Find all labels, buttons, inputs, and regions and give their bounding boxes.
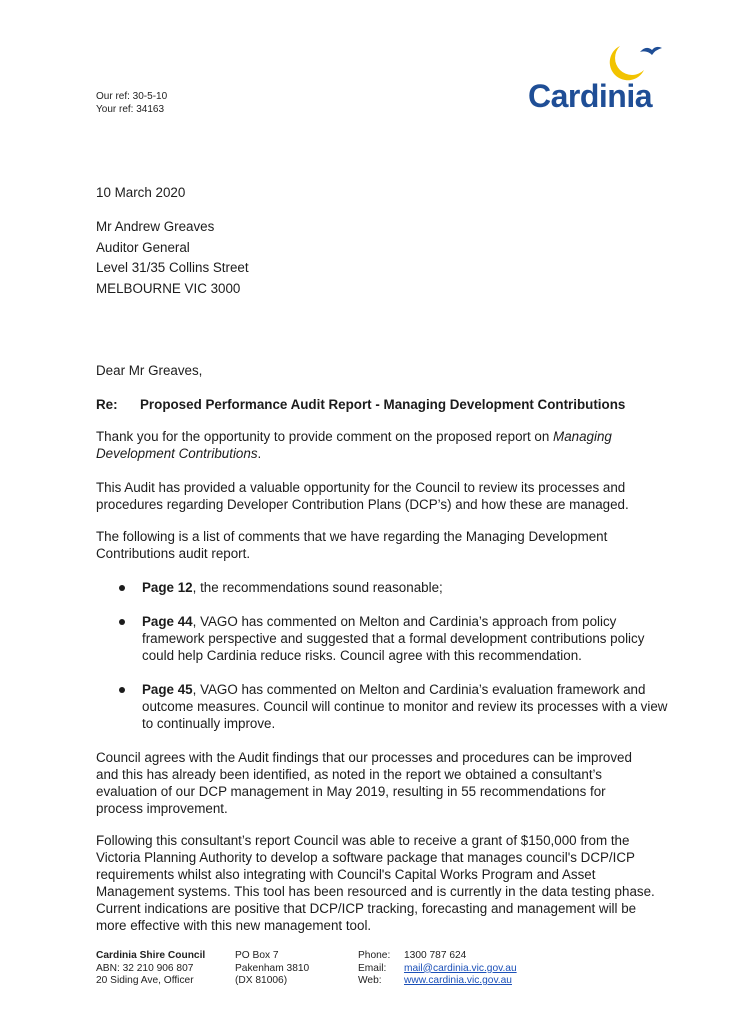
footer-phone: 1300 787 624 <box>404 950 467 961</box>
list-item <box>96 681 676 732</box>
our-ref: Our ref: 30-5-10 <box>96 91 168 102</box>
paragraph-grant: Following this consultant’s report Council was able to receive a grant of $150,000 from the Victoria Planning Authority to develop a software package that manages council's DCP/ICP requirements whilst also integrating with Council's Capital Works Program and Asset Management systems. This tool has been resourced and is currently in the data testing phase. Current indications are positive that DCP/ICP tracking, forecasting and management will be more effective with this new management tool. <box>96 833 655 933</box>
page-ref: Page 45 <box>142 682 193 697</box>
footer-phone-label: Phone: <box>358 950 391 961</box>
footer-suburb: Pakenham 3810 <box>235 962 310 974</box>
bullet-icon <box>119 585 125 591</box>
address-line: Level 31/35 Collins Street <box>96 260 249 275</box>
paragraph-intro <box>96 428 656 462</box>
email-link[interactable]: mail@cardinia.vic.gov.au <box>404 962 517 974</box>
paragraph-comments: The following is a list of comments that we have regarding the Managing Development Contributions audit report. <box>96 529 608 561</box>
your-ref: Your ref: 34163 <box>96 104 165 115</box>
website-link[interactable]: www.cardinia.vic.gov.au <box>404 975 512 986</box>
footer-dx: (DX 81006) <box>235 975 288 986</box>
bullet-icon <box>119 687 125 693</box>
list-item-text: , the recommendations sound reasonable; <box>192 580 443 595</box>
footer-postal-column <box>235 950 309 988</box>
paragraph-text: Thank you for the opportunity to provide comment on the proposed report on <box>96 429 554 444</box>
footer-contact-column <box>404 950 517 988</box>
reference-block <box>96 90 167 116</box>
footer-street: 20 Siding Ave, Officer <box>96 975 194 986</box>
footer-po-box: PO Box 7 <box>235 950 279 961</box>
report-title: Managing Development Contributions <box>96 429 612 461</box>
list-item-text: , VAGO has commented on Melton and Cardinia’s evaluation framework and outcome measures. Council will continue to monitor and review its processes with a view to continually improve. <box>142 682 668 731</box>
paragraph-audit: This Audit has provided a valuable opportunity for the Council to review its processes and procedures regarding Developer Contribution Plans (DCP’s) and how these are managed. <box>96 480 629 512</box>
footer-abn: ABN: 32 210 906 807 <box>96 962 194 974</box>
subject-text: Proposed Performance Audit Report - Managing Development Contributions <box>140 397 626 412</box>
footer-email-label: Email: <box>358 962 387 974</box>
subject-label: Re: <box>96 397 118 412</box>
bullet-icon <box>119 619 125 625</box>
footer-org-column <box>96 950 205 988</box>
comments-list <box>96 579 676 749</box>
salutation: Dear Mr Greaves, <box>96 363 203 378</box>
list-item <box>96 613 676 664</box>
cardinia-logo <box>528 42 668 118</box>
address-line: Mr Andrew Greaves <box>96 219 215 234</box>
address-line: MELBOURNE VIC 3000 <box>96 280 241 296</box>
recipient-address <box>96 217 249 299</box>
address-line: Auditor General <box>96 239 190 255</box>
footer-org-name: Cardinia Shire Council <box>96 950 206 961</box>
paragraph-text: . <box>257 446 262 461</box>
logo-wordmark: Cardinia <box>528 78 653 114</box>
subject-line <box>96 396 625 413</box>
footer-labels-column <box>358 950 390 988</box>
list-item <box>96 579 676 596</box>
page-ref: Page 12 <box>142 580 193 595</box>
letter-date: 10 March 2020 <box>96 185 186 200</box>
page-ref: Page 44 <box>142 614 193 629</box>
paragraph-findings: Council agrees with the Audit findings that our processes and procedures can be improved and this has already been identified, as noted in the report we obtained a consultant’s evaluation of our DCP management in May 2019, resulting in 55 recommendations for process improvement. <box>96 750 632 816</box>
footer-web-label: Web: <box>358 975 382 986</box>
list-item-text: , VAGO has commented on Melton and Cardinia’s approach from policy framework perspective and suggested that a formal development contributions policy could help Cardinia reduce risks. Council agree with this recommendation. <box>142 614 645 663</box>
